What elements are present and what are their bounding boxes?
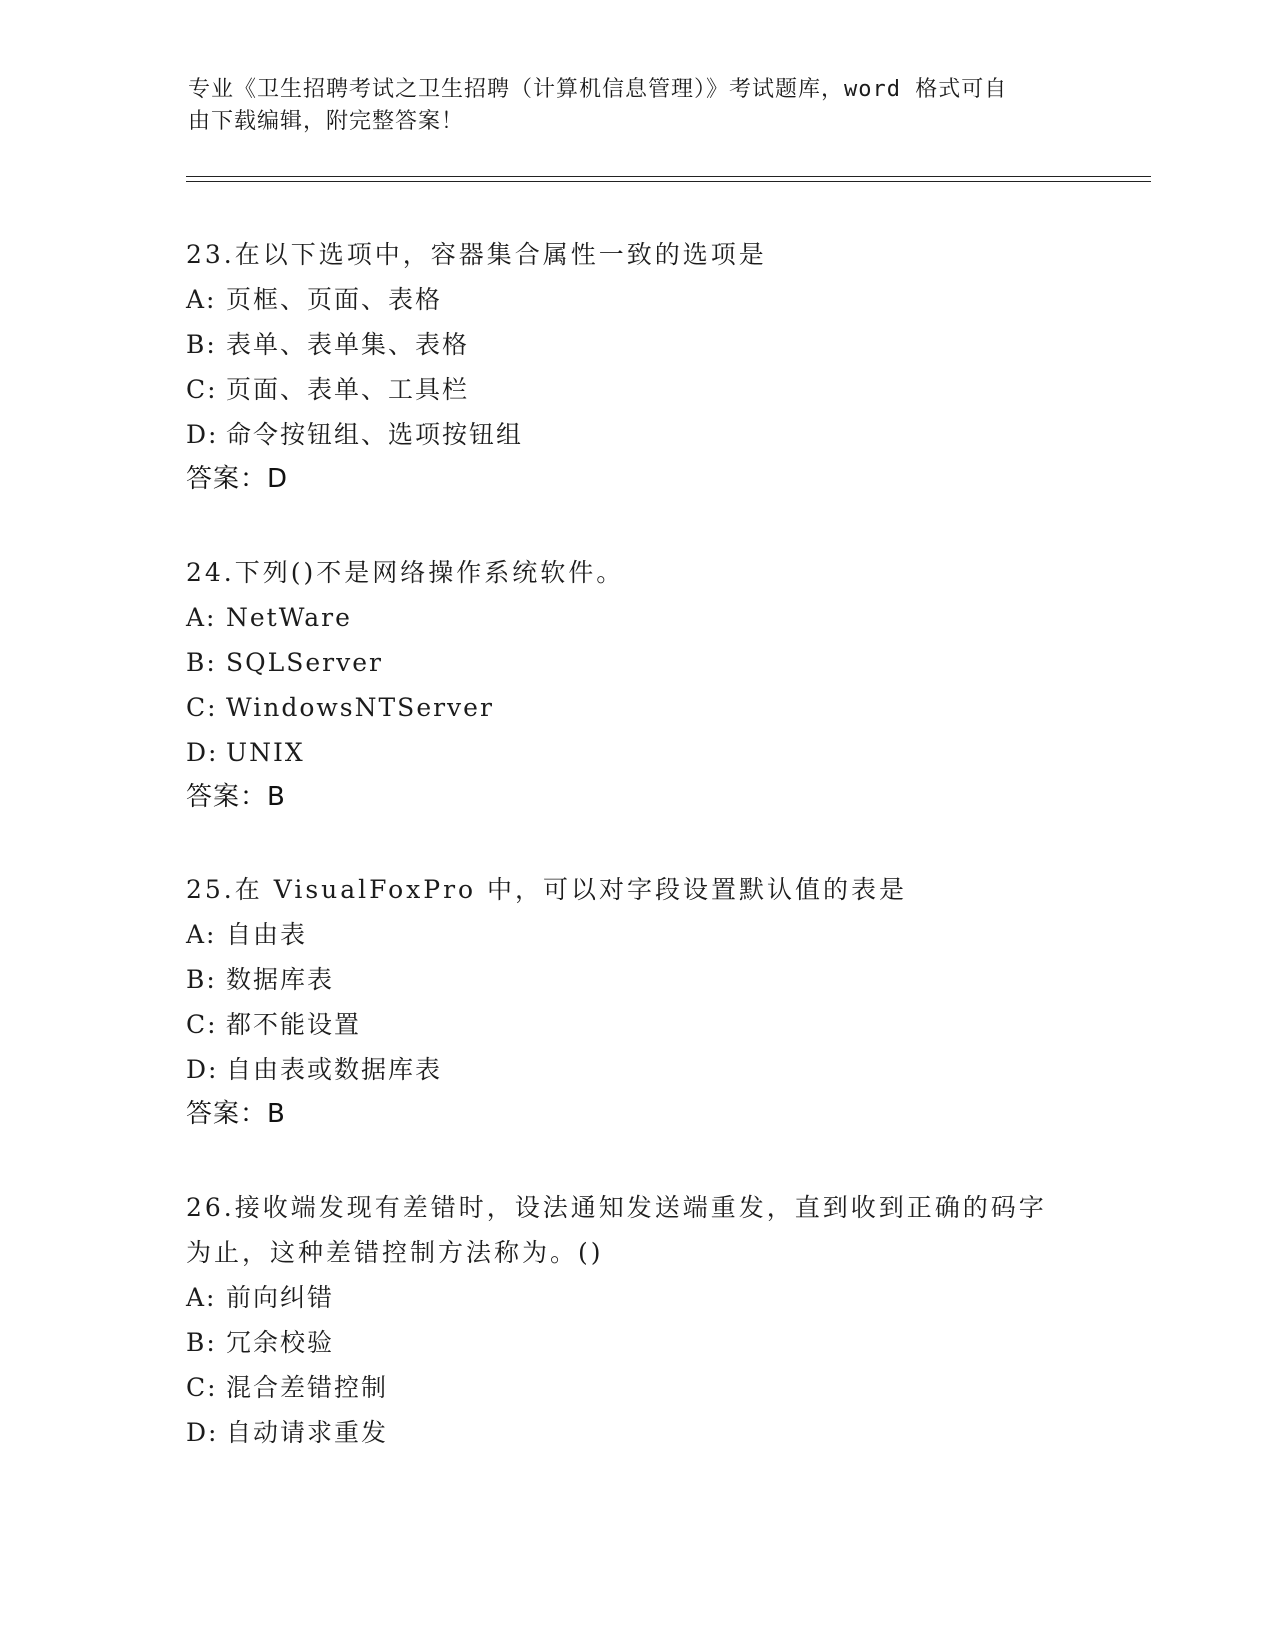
option-key: C: <box>186 693 218 722</box>
question-24 <box>186 550 1086 820</box>
option-text: SQLServer <box>226 648 383 677</box>
option-key: A: <box>186 1283 217 1312</box>
option-text: 数据库表 <box>226 965 335 994</box>
option-d <box>186 730 1086 775</box>
option-key: C: <box>186 375 218 404</box>
option-b <box>186 640 1086 685</box>
option-c <box>186 367 1086 412</box>
header-line-2: 由下载编辑，附完整答案！ <box>188 109 465 134</box>
option-a <box>186 277 1086 322</box>
option-a <box>186 1275 1086 1320</box>
header-line-1: 专业《卫生招聘考试之卫生招聘（计算机信息管理）》考试题库，word 格式可自 <box>188 77 1008 102</box>
option-text: 自由表或数据库表 <box>226 1055 443 1084</box>
question-23 <box>186 232 1086 502</box>
question-title: 24.下列()不是网络操作系统软件。 <box>186 558 625 587</box>
option-text: UNIX <box>226 738 305 767</box>
option-text: 冗余校验 <box>226 1328 335 1357</box>
option-key: D: <box>186 1055 219 1084</box>
option-key: C: <box>186 1010 218 1039</box>
option-text: 自由表 <box>226 920 308 949</box>
option-text: 都不能设置 <box>226 1010 362 1039</box>
option-text: 页面、表单、工具栏 <box>226 375 470 404</box>
option-b <box>186 957 1086 1002</box>
answer: 答案：B <box>186 1099 286 1129</box>
document-header <box>188 74 1068 138</box>
option-key: B: <box>186 648 217 677</box>
option-text: 页框、页面、表格 <box>226 285 443 314</box>
option-b <box>186 1320 1086 1365</box>
option-b <box>186 322 1086 367</box>
option-text: 自动请求重发 <box>226 1418 389 1447</box>
option-key: B: <box>186 330 217 359</box>
question-title-continued: 为止，这种差错控制方法称为。() <box>186 1238 604 1267</box>
option-d <box>186 1047 1086 1092</box>
option-key: C: <box>186 1373 218 1402</box>
option-d <box>186 412 1086 457</box>
option-text: 前向纠错 <box>226 1283 335 1312</box>
question-25 <box>186 867 1086 1137</box>
option-text: 混合差错控制 <box>226 1373 389 1402</box>
option-key: D: <box>186 420 219 449</box>
option-key: B: <box>186 965 217 994</box>
option-text: WindowsNTServer <box>226 693 494 722</box>
option-key: A: <box>186 285 217 314</box>
question-title: 23.在以下选项中，容器集合属性一致的选项是 <box>186 240 767 269</box>
question-title: 26.接收端发现有差错时，设法通知发送端重发，直到收到正确的码字 <box>186 1193 1047 1222</box>
answer: 答案：D <box>186 464 289 494</box>
option-a <box>186 595 1086 640</box>
option-c <box>186 685 1086 730</box>
option-d <box>186 1410 1086 1455</box>
option-key: A: <box>186 920 217 949</box>
option-key: B: <box>186 1328 217 1357</box>
option-c <box>186 1002 1086 1047</box>
option-text: 表单、表单集、表格 <box>226 330 470 359</box>
option-a <box>186 912 1086 957</box>
option-text: 命令按钮组、选项按钮组 <box>226 420 524 449</box>
option-c <box>186 1365 1086 1410</box>
answer: 答案：B <box>186 782 286 812</box>
header-divider-bottom <box>186 181 1151 182</box>
header-divider-top <box>186 176 1151 177</box>
question-title: 25.在 VisualFoxPro 中，可以对字段设置默认值的表是 <box>186 875 908 904</box>
question-26 <box>186 1185 1086 1455</box>
option-key: D: <box>186 1418 219 1447</box>
option-key: A: <box>186 603 217 632</box>
option-text: NetWare <box>226 603 352 632</box>
option-key: D: <box>186 738 219 767</box>
